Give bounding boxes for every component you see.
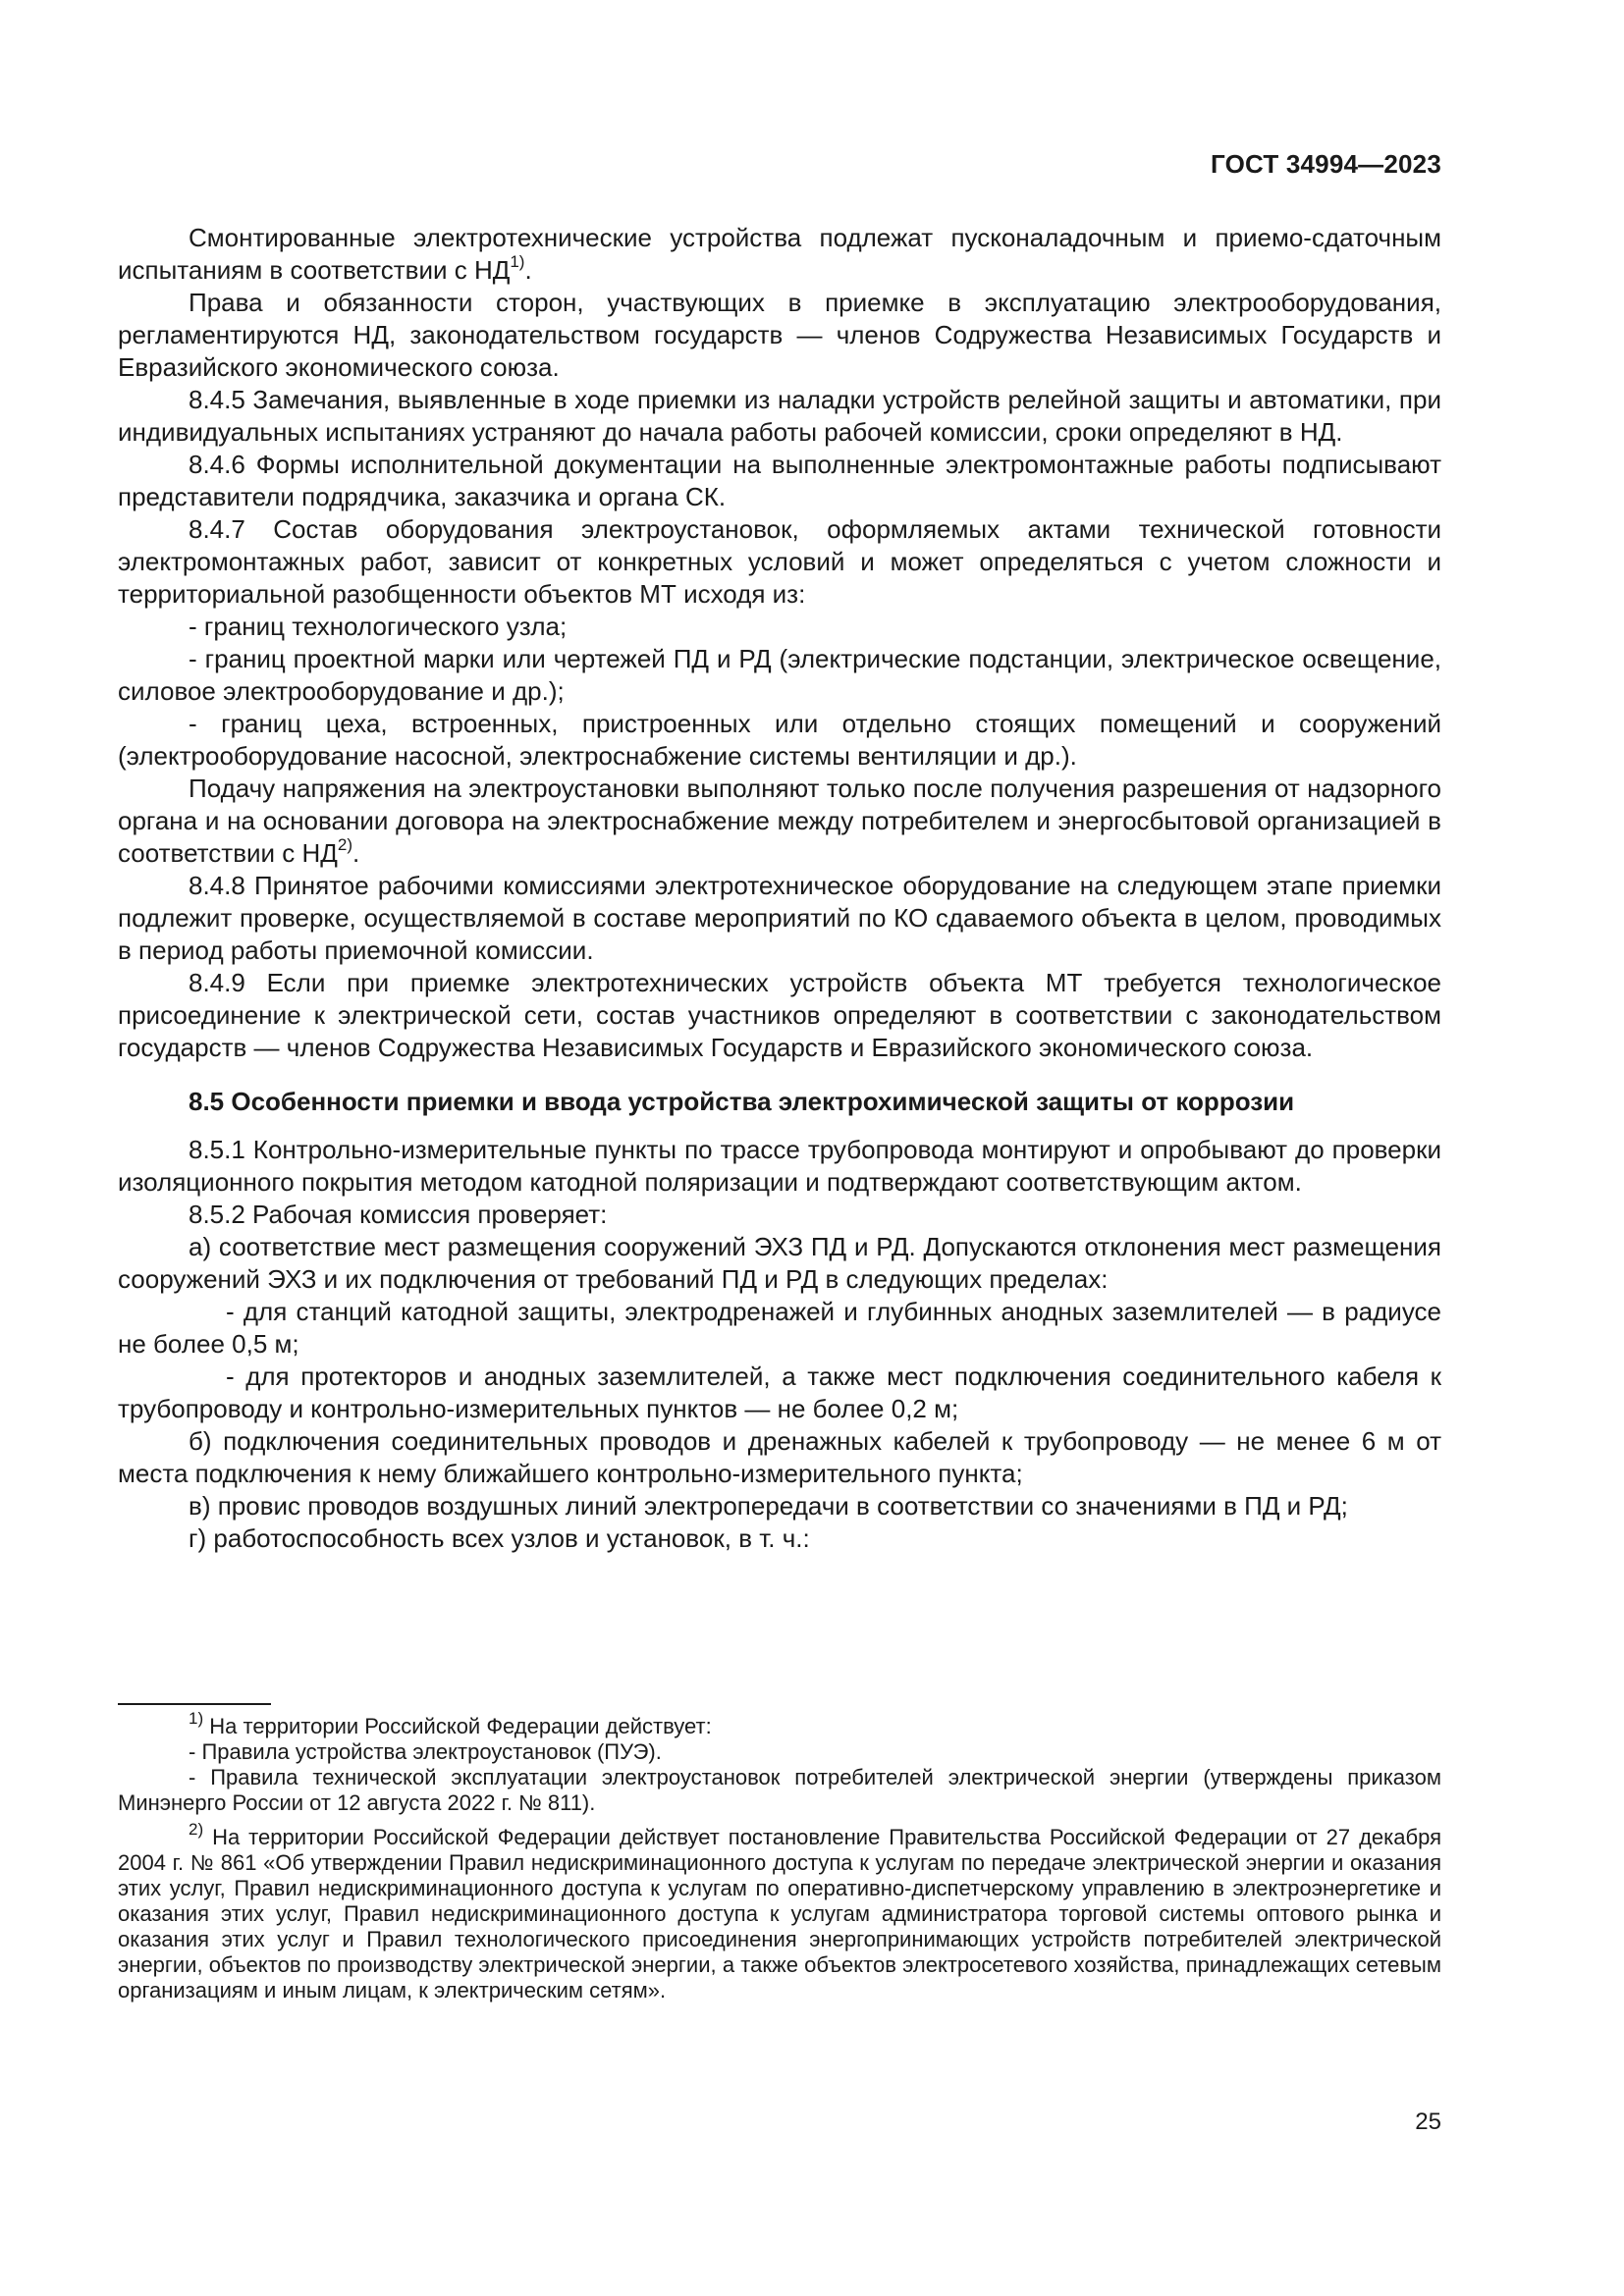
footnote-ref-2[interactable]: 2) (337, 835, 353, 855)
footnote-item: - Правила технической эксплуатации электроустановок потребителей электрической энергии (утверждены приказом Минэнерго России от 12 августа 2022 г. № 811). (118, 1765, 1441, 1815)
sub-item: - для станций катодной защиты, электродренажей и глубинных анодных заземлителей — в радиусе не более 0,5 м; (118, 1297, 1441, 1359)
page-number: 25 (1415, 2109, 1441, 2135)
footnote-2: $^{2)}$ На территории Российской Федерации действует постановление Правительства Российской Федерации от 27 декабря 2004 г. № 861 «Об утверждении Правил недискриминационного доступа к услугам по передаче электрической энергии и оказания этих услуг, Правил недискриминационного доступа к услугам по оперативно-диспетчерскому управлению в электроэнергетике и оказания этих услуг, Правил недискриминационного доступа к услугам администратора торговой системы оптового рынка и оказания этих услуг и Правил технологического присоединения энергопринимающих устройств потребителей электрической энергии, объектов по производству электрической энергии, а также объектов электросетевого хозяйства, принадлежащих сетевым организациям и иным лицам, к электрическим сетям». (118, 1819, 1442, 2002)
paragraph: Подачу напряжения на электроустановки выполняют только после получения разрешения от надзорного органа и на основании договора на электроснабжение между потребителем и энергосбытовой организацией в соответствии с НД$^{2)}$. (118, 774, 1441, 868)
section-title-8-5: 8.5 Особенности приемки и ввода устройства электрохимической защиты от коррозии (189, 1087, 1295, 1116)
list-item-g: г) работоспособность всех узлов и установок, в т. ч.: (189, 1523, 810, 1553)
footnote-divider (118, 1703, 271, 1705)
document-code-header: ГОСТ 34994—2023 (1211, 149, 1441, 179)
clause-8-5-2: 8.5.2 Рабочая комиссия проверяет: (189, 1200, 608, 1229)
footnote-ref-1[interactable]: 1) (510, 252, 525, 272)
clause-8-4-8: 8.4.8 Принятое рабочими комиссиями электротехническое оборудование на следующем этапе приемки подлежит проверке, осуществляемой в составе мероприятий по КО сдаваемого объекта в целом, проводимых в период работы приемочной комиссии. (118, 871, 1441, 965)
list-item: - границ проектной марки или чертежей ПД и РД (электрические подстанции, электрическое освещение, силовое электрооборудование и др.); (118, 644, 1441, 706)
main-text (118, 222, 1441, 1555)
list-item-a: а) соответствие мест размещения сооружений ЭХЗ ПД и РД. Допускаются отклонения мест размещения сооружений ЭХЗ и их подключения от требований ПД и РД в следующих пределах: (118, 1232, 1441, 1294)
footnote-1: $^{1)}$ На территории Российской Федерации действует: - Правила устройства электроустановок (ПУЭ). - Правила технической эксплуатации электроустановок потребителей электрической энергии (утверждены приказом Минэнерго России от 12 августа 2022 г. № 811). (118, 1708, 1441, 1815)
sub-item: - для протекторов и анодных заземлителей, а также мест подключения соединительного кабеля к трубопроводу и контрольно-измерительных пунктов — не более 0,2 м; (118, 1362, 1441, 1423)
clause-8-5-1: 8.5.1 Контрольно-измерительные пункты по трассе трубопровода монтируют и опробывают до проверки изоляционного покрытия методом катодной поляризации и подтверждают соответствующим актом. (118, 1135, 1441, 1197)
clause-8-4-7: 8.4.7 Состав оборудования электроустановок, оформляемых актами технической готовности электромонтажных работ, зависит от конкретных условий и может определяться с учетом сложности и территориальной разобщенности объектов МТ исходя из: (118, 514, 1441, 609)
clause-8-4-9: 8.4.9 Если при приемке электротехнических устройств объекта МТ требуется технологическое присоединение к электрической сети, состав участников определяют в соответствии с законодательством государств — членов Содружества Независимых Государств и Евразийского экономического союза. (118, 968, 1441, 1062)
clause-8-4-5: 8.4.5 Замечания, выявленные в ходе приемки из наладки устройств релейной защиты и автоматики, при индивидуальных испытаниях устраняют до начала работы рабочей комиссии, сроки определяют в НД. (118, 385, 1441, 447)
footnote-mark-1: 1) (189, 1708, 204, 1728)
clause-8-4-6: 8.4.6 Формы исполнительной документации на выполненные электромонтажные работы подписывают представители подрядчика, заказчика и органа СК. (118, 450, 1441, 511)
list-item: - границ цеха, встроенных, пристроенных или отдельно стоящих помещений и сооружений (электрооборудование насосной, электроснабжение системы вентиляции и др.). (118, 709, 1441, 771)
paragraph: Смонтированные электротехнические устройства подлежат пусконаладочным и приемо-сдаточным испытаниям в соответствии с НД$^{1)}$. (118, 223, 1441, 285)
paragraph: Права и обязанности сторон, участвующих в приемке в эксплуатацию электрооборудования, регламентируются НД, законодательством государств — членов Содружества Независимых Государств и Евразийского экономического союза. (118, 288, 1441, 382)
list-item: - границ технологического узла; (189, 612, 568, 641)
list-item-v: в) провис проводов воздушных линий электропередачи в соответствии со значениями в ПД и РД; (189, 1491, 1348, 1521)
list-item-b: б) подключения соединительных проводов и дренажных кабелей к трубопроводу — не менее 6 м от места подключения к нему ближайшего контрольно-измерительного пункта; (118, 1426, 1441, 1488)
footnotes (118, 1708, 1442, 2012)
footnote-mark-2: 2) (189, 1819, 204, 1839)
footnote-item: - Правила устройства электроустановок (ПУЭ). (189, 1739, 662, 1764)
